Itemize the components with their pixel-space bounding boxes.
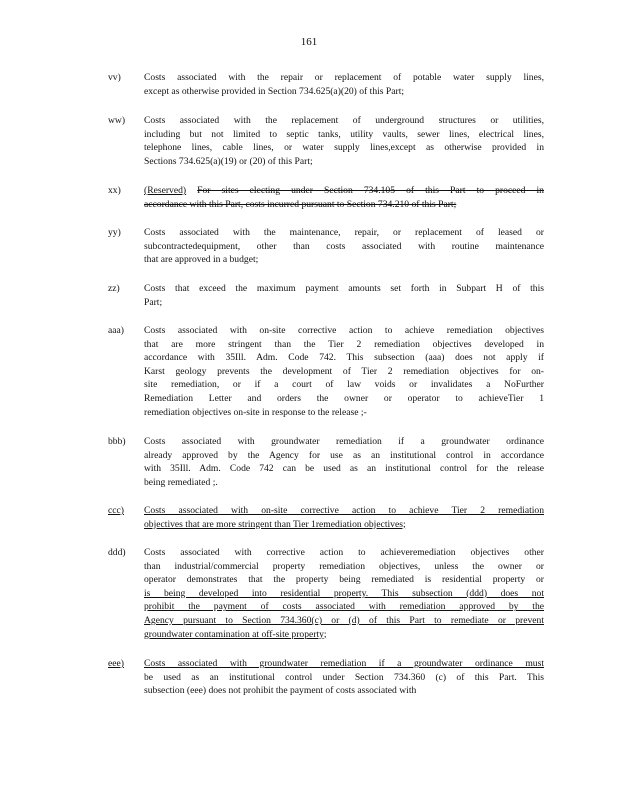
item-label: zz) (108, 283, 120, 294)
reserved-marker: (Reserved) (144, 185, 187, 196)
text-line: already approved by the Agency for use as an institutional control in accordance (144, 449, 544, 461)
item-label: ccc) (108, 505, 124, 516)
text-line: Karst geology prevents the development of Tier 2 remediation objectives for on- (144, 365, 544, 377)
text-line: be used as an institutional control under Section 734.360 (c) of this Part. This (144, 671, 544, 683)
text-line: remediation objectives on-site in response to the release ;- (144, 406, 367, 418)
item-label: ddd) (108, 547, 126, 558)
item-label: bbb) (108, 436, 126, 447)
text-line: Agency pursuant to Section 734.360(c) or (d) of this Part to remediate or prevent (144, 614, 544, 626)
item-label: eee) (108, 658, 124, 669)
text-line: Costs associated with the replacement of underground structures or utilities, (144, 115, 544, 126)
text-line: Costs associated with the repair or replacement of potable water supply lines, (144, 72, 544, 83)
item-text (144, 435, 544, 489)
text-line: that are more stringent than the Tier 2 remediation objectives developed in (144, 338, 544, 350)
item-text (144, 324, 544, 419)
text-line: Sections 734.625(a)(19) or (20) of this Part; (144, 155, 313, 167)
text-line: Costs associated with groundwater remediation if a groundwater ordinance (144, 436, 544, 447)
text-line: Costs that exceed the maximum payment amounts set forth in Subpart H of this (144, 283, 544, 294)
text-line: Costs associated with groundwater remediation if a groundwater ordinance must (144, 658, 544, 669)
text-line: including but not limited to septic tanks, utility vaults, sewer lines, electrical lines, (144, 128, 544, 140)
text-line: being remediated ;. (144, 476, 218, 488)
item-text (144, 657, 544, 698)
text-line: operator demonstrates that the property being remediated is residential property or (144, 574, 544, 586)
text-line: Remediation Letter and orders the owner or operator to achieveTier 1 (144, 392, 544, 404)
text-line: objectives that are more stringent than Tier 1remediation objectives; (144, 518, 406, 530)
text-line: telephone lines, cable lines, or water supply lines,except as otherwise provided in (144, 142, 544, 154)
item-text (144, 504, 544, 531)
text-line: Costs associated with corrective action to achieveremediation objectives other (144, 547, 544, 558)
text-line: groundwater contamination at off-site property; (144, 628, 327, 640)
item-text (144, 546, 544, 641)
page-number: 161 (300, 36, 318, 48)
text-line: is being developed into residential property. This subsection (ddd) does not (144, 587, 544, 599)
item-text (144, 184, 544, 211)
item-text (144, 71, 544, 98)
text-line: prohibit the payment of costs associated with remediation approved by the (144, 601, 544, 613)
item-text (144, 226, 544, 267)
text-line: subcontractedequipment, other than costs associated with routine maintenance (144, 240, 544, 252)
text-line: subsection (eee) does not prohibit the payment of costs associated with (144, 685, 417, 697)
text-line: except as otherwise provided in Section 734.625(a)(20) of this Part; (144, 85, 405, 97)
item-text (144, 282, 544, 309)
text-line: Part; (144, 296, 163, 308)
item-label: vv) (108, 72, 121, 83)
item-label: ww) (108, 115, 126, 126)
text-line: Costs associated with on-site corrective action to achieve remediation objectives (144, 325, 544, 336)
item-label: aaa) (108, 325, 124, 336)
item-label: xx) (108, 185, 121, 196)
text-line: Costs associated with on-site corrective action to achieve Tier 2 remediation (144, 505, 544, 516)
text-line: than industrial/commercial property remediation objectives, unless the owner or (144, 560, 544, 572)
item-text (144, 114, 544, 168)
text-line: Costs associated with the maintenance, repair, or replacement of leased or (144, 227, 544, 238)
struck-text: For sites electing under Section 734.105 of this Part to proceed in (197, 185, 544, 196)
text-line: accordance with 35Ill. Adm. Code 742. This subsection (aaa) does not apply if (144, 352, 544, 364)
text-line: site remediation, or if a court of law voids or invalidates a NoFurther (144, 379, 544, 391)
item-label: yy) (108, 227, 121, 238)
text-line: that are approved in a budget; (144, 254, 259, 266)
text-line: with 35Ill. Adm. Code 742 can be used as an institutional control for the release (144, 463, 544, 475)
text-line (144, 184, 544, 198)
struck-text: accordance with this Part, costs incurred pursuant to Section 734.210 of this Part; (144, 198, 457, 210)
